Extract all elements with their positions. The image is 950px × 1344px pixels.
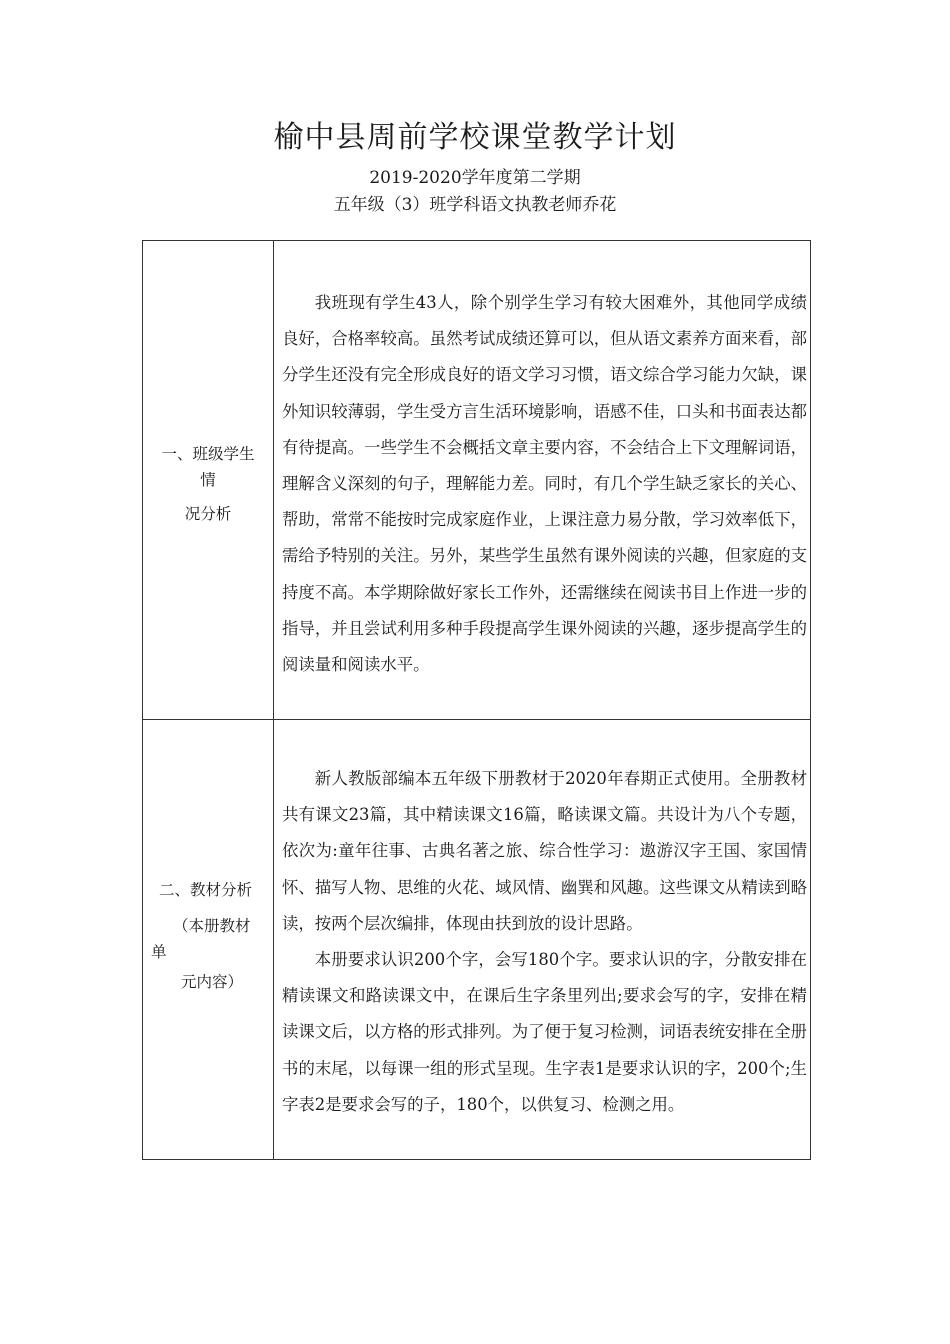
section-1-label-line: 况分析 [184,505,232,523]
section-1-label-line: 情 [200,471,216,489]
section-2-paragraph: 本册要求认识200个字，会写180个字。要求认识的字，分散安排在精读课文和路读课文中，在课后生字条里列出;要求会写的字，安排在精读课文后，以方格的形式排列。为了便于复习检测，词语表统安排在全册书的末尾，以每课一组的形式呈现。生字表1是要求认识的字，200个;生字表2是要求会写的子，180个，以供复习、检测之用。 [282,950,807,1114]
section-2-label-line: （本册教材 [173,917,251,935]
section-2-label-line: 单 [151,943,167,961]
class-info-line: 五年级（3）班学科语文执教老师乔花 [333,195,617,215]
section-2-label-line: 元内容） [181,973,244,991]
column-divider [273,241,274,1159]
plan-table [142,240,811,1160]
section-2-paragraph: 新人教版部编本五年级下册教材于2020年春期正式使用。全册教材共有课文23篇，其中精读课文16篇，略读课文篇。共设计为八个专题，依次为:童年往事、古典名著之旅、综合性学习：遨游汉字王国、家国情怀、描写人物、思维的火花、域风情、幽巽和风趣。这些课文从精读到略读，按两个层次编排，体现由扶到放的设计思路。 [282,769,807,933]
section-2-content [282,761,807,1123]
row-divider [143,719,810,720]
section-2-label [143,877,273,995]
section-2-label-line: 二、教材分析 [159,881,253,899]
term-line: 2019-2020学年度第二学期 [369,168,581,188]
section-1-content [282,285,807,683]
section-1-label [143,441,273,527]
section-1-paragraph: 我班现有学生43人，除个别学生学习有较大困难外，其他同学成绩良好，合格率较高。虽然考试成绩还算可以，但从语文素养方面来看，部分学生还没有完全形成良好的语文学习习惯，语文综合学习能力欠缺，课外知识较薄弱，学生受方言生活环境影响，语感不佳，口头和书面表达都有待提高。一些学生不会概括文章主要内容，不会结合上下文理解词语，理解含义深刻的句子，理解能力差。同时，有几个学生缺乏家长的关心、帮助，常常不能按时完成家庭作业，上课注意力易分散，学习效率低下，需给予特别的关注。另外，某些学生虽然有课外阅读的兴趣，但家庭的支持度不高。本学期除做好家长工作外，还需继续在阅读书目上作进一步的指导，并且尝试利用多种手段提高学生课外阅读的兴趣，逐步提高学生的阅读量和阅读水平。 [282,293,807,675]
document-title: 榆中县周前学校课堂教学计划 [273,120,677,155]
section-1-label-line: 一、班级学生 [161,445,255,463]
